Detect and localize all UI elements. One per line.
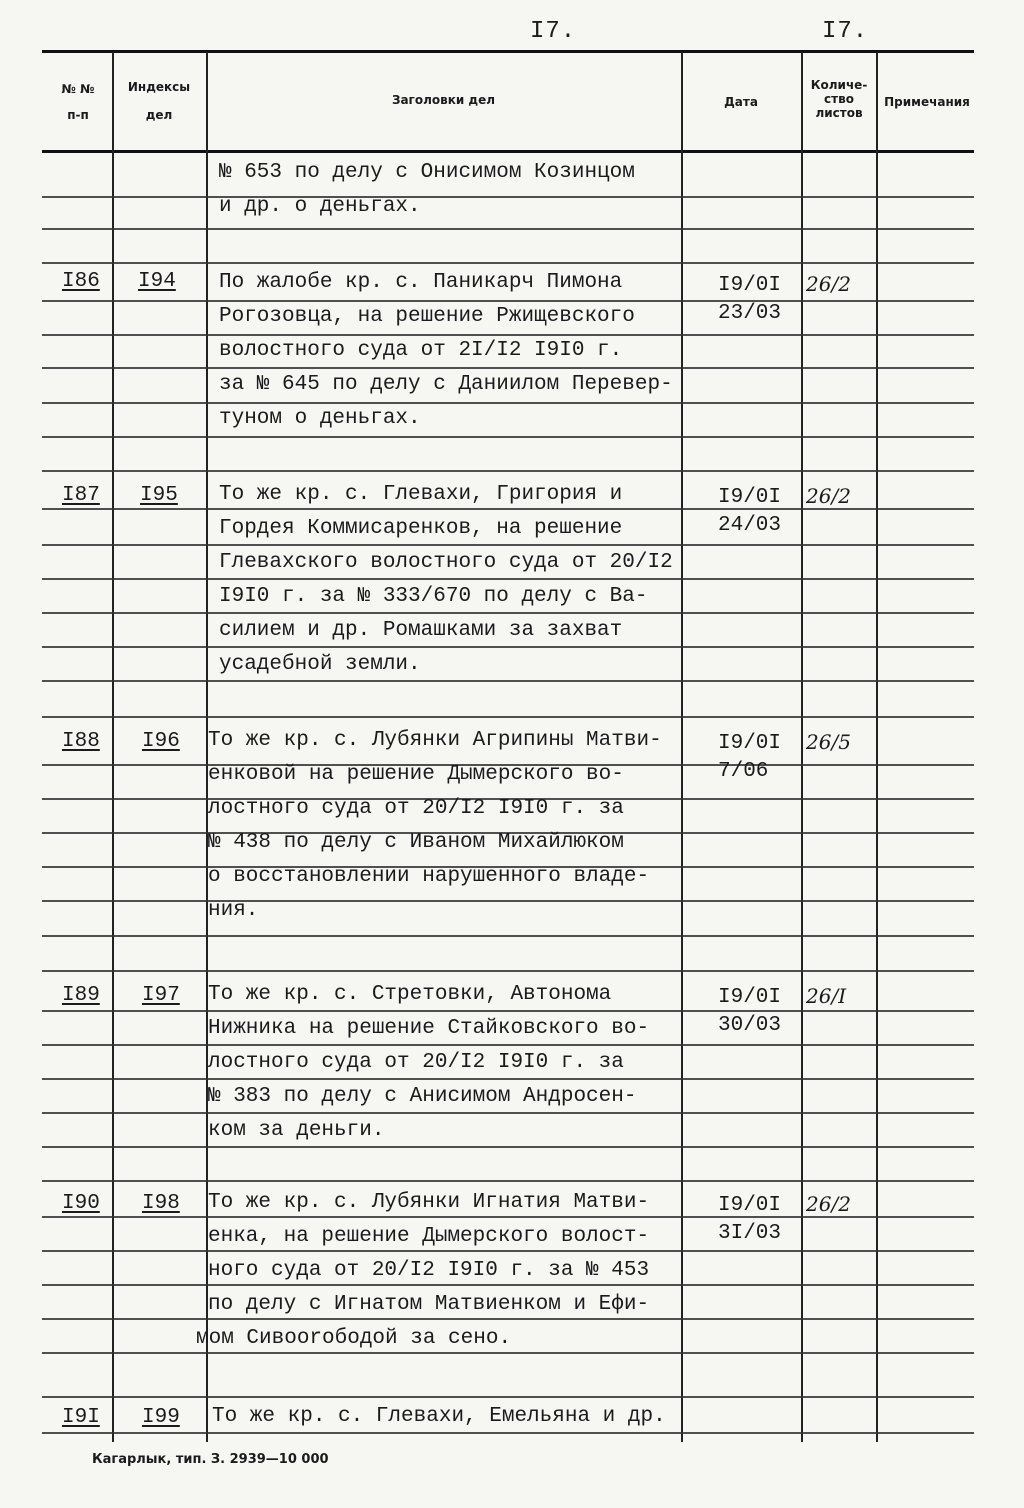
row-rule (42, 935, 974, 937)
column-divider (681, 52, 683, 1442)
entry-sheets: 26/2 (806, 272, 851, 296)
entry-date: I9/0I 3I/03 (718, 1194, 782, 1245)
entry-sheets: 26/2 (806, 484, 851, 508)
entry-number: I87 (62, 484, 100, 507)
header-notes: Примечания (884, 95, 970, 109)
entry-title: № 653 по делу с Онисимом Козинцом и др. о деньгах. (219, 161, 635, 218)
entry-number: I9I (62, 1406, 100, 1429)
row-rule (42, 436, 974, 438)
entry-number: I90 (62, 1192, 100, 1215)
entry-title: По жалобе кр. с. Паникарч Пимона Рогозовца, на решение Ржищевского волостного суда от 2I/I2 I9I0 г. за № 645 по делу с Даниилом Перевер- туном о деньгах. (219, 271, 673, 430)
header-title: Заголовки дел (391, 93, 496, 107)
entry-index: I99 (142, 1406, 180, 1429)
header-index: Индексы дел (127, 80, 191, 122)
entry-date: I9/0I 30/03 (718, 986, 782, 1037)
entry-sheets: 26/I (806, 984, 847, 1008)
entry-title: То же кр. с. Глевахи, Емельяна и др. (212, 1405, 666, 1428)
entry-number: I89 (62, 984, 100, 1007)
entry-number: I86 (62, 270, 100, 293)
row-rule (42, 470, 974, 472)
row-rule (42, 1180, 974, 1182)
entry-index: I94 (138, 270, 176, 293)
row-rule (42, 970, 974, 972)
entry-sheets: 26/5 (806, 730, 851, 754)
entry-title: То же кр. с. Лубянки Агрипины Матви- енковой на решение Дымерского во- лостного суда от 20/I2 I9I0 г. за № 438 по делу с Иваном Михайлюком о восстановлении нарушенного владе- ния. (208, 729, 662, 922)
row-rule (42, 262, 974, 264)
entry-title: То же кр. с. Стретовки, Автонома Нижника на решение Стайковского во- лостного суда от 20/I2 I9I0 г. за № 383 по делу с Анисимом Андросен- ком за деньги. (208, 983, 650, 1142)
entry-index: I95 (140, 484, 178, 507)
header-top-rule (42, 50, 974, 53)
row-rule (42, 1396, 974, 1398)
column-divider (801, 52, 803, 1442)
entry-index: I96 (142, 730, 180, 753)
entry-date: I9/0I 23/03 (718, 274, 782, 325)
entry-title: То же кр. с. Глевахи, Григория и Гордея Коммисаренков, на решение Глевахского волостного суда от 20/I2 I9I0 г. за № 333/670 по делу с Ва- силием и др. Ромашками за захват усадебной земли. (219, 483, 673, 676)
column-divider (112, 52, 114, 1442)
header-bottom-rule (42, 150, 974, 153)
header-sheets: Количе- ство листов (810, 78, 868, 120)
entry-index: I98 (142, 1192, 180, 1215)
column-divider (876, 52, 878, 1442)
entry-title: То же кр. с. Лубянки Игнатия Матви- енка, на решение Дымерского волост- ного суда от 20/I2 I9I0 г. за № 453 по делу с Игнатом Матвиенком и Ефи- мом Сивоorободой за сено. (196, 1191, 650, 1350)
row-rule (42, 716, 974, 718)
header-num: № № п-п (61, 82, 95, 122)
row-rule (42, 228, 974, 230)
printer-imprint: Кагарлык, тип. З. 2939—10 000 (92, 1452, 329, 1467)
header-date: Дата (724, 95, 758, 109)
page-number-right: I7. (822, 18, 869, 45)
page-number-center: I7. (530, 18, 577, 45)
entry-index: I97 (142, 984, 180, 1007)
entry-number: I88 (62, 730, 100, 753)
entry-sheets: 26/2 (806, 1192, 851, 1216)
entry-date: I9/0I 7/06 (718, 732, 782, 783)
entry-date: I9/0I 24/03 (718, 486, 782, 537)
